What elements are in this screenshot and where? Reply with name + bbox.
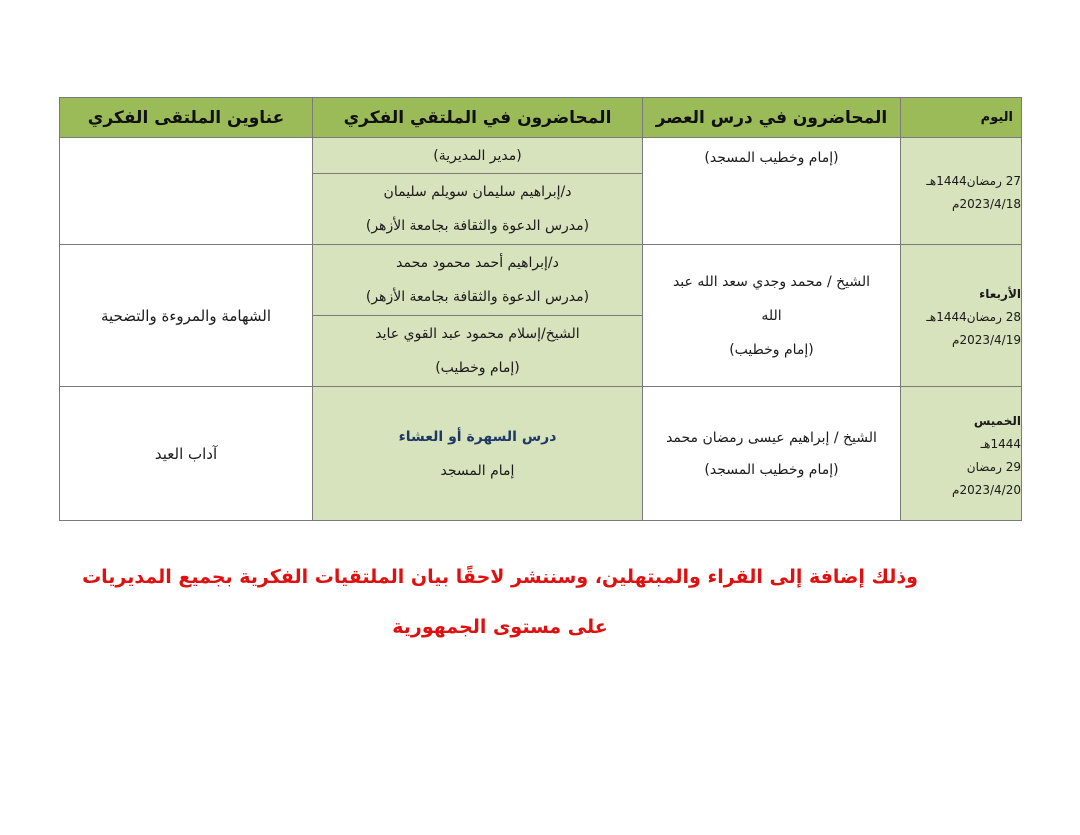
asr-line: الله (761, 307, 782, 324)
lecturer-line: (مدرس الدعوة والثقافة بجامعة الأزهر) (365, 289, 590, 305)
lecturer-cell (313, 316, 643, 387)
asr-line: الشيخ / إبراهيم عيسى رمضان محمد (666, 429, 877, 446)
asr-line: (إمام وخطيب المسجد) (704, 150, 839, 166)
asr-cell (643, 387, 901, 521)
lecturer-line: (إمام وخطيب) (435, 360, 520, 376)
header-forum-lecturers: المحاضرون في الملتقي الفكري (313, 98, 643, 138)
day-line: 1444هـ (980, 436, 1021, 451)
day-line: 27 رمضان1444هـ (926, 174, 1021, 188)
footer-note-line-1: وذلك إضافة إلى القراء والمبتهلين، وسننشر لاحقًا بيان الملتقيات الفكرية بجميع المديريات (82, 566, 918, 588)
lecturer-cell (313, 245, 643, 316)
table-header-row (60, 98, 1022, 138)
table-row (60, 245, 1022, 316)
lecturer-line: (مدرس الدعوة والثقافة بجامعة الأزهر) (365, 218, 590, 234)
topic-cell (60, 138, 313, 245)
lecturer-line: د/إبراهيم سليمان سويلم سليمان (383, 184, 572, 200)
lecturer-line: الشيخ/إسلام محمود عبد القوي عايد (375, 326, 580, 342)
day-line: 2023/4/19م (952, 333, 1021, 347)
lecturer-cell (313, 138, 643, 174)
day-name: الأربعاء (979, 287, 1021, 301)
lecturer-cell (313, 174, 643, 245)
day-cell (901, 245, 1022, 387)
day-name: الخميس (973, 413, 1021, 428)
topic-cell: آداب العيد (60, 387, 313, 521)
header-forum-titles: عناوين الملتقى الفكري (60, 98, 313, 138)
night-lesson-title: درس السهرة أو العشاء (398, 428, 557, 445)
table-row (60, 387, 1022, 521)
table-row (60, 138, 1022, 174)
header-day: اليوم (901, 98, 1022, 138)
day-line: 2023/4/18م (952, 197, 1021, 211)
lecturer-line: (مدير المديرية) (433, 147, 522, 164)
asr-line: (إمام وخطيب) (729, 341, 814, 358)
day-cell (901, 138, 1022, 245)
lecturer-line: إمام المسجد (440, 462, 515, 479)
lecturer-cell (313, 387, 643, 521)
day-line: 29 رمضان (966, 459, 1021, 474)
asr-line: (إمام وخطيب المسجد) (704, 461, 839, 478)
day-line: 2023/4/20م (952, 482, 1021, 497)
day-cell (901, 387, 1022, 521)
asr-cell (643, 138, 901, 245)
day-line: 28 رمضان1444هـ (926, 310, 1021, 324)
asr-cell (643, 245, 901, 387)
footer-note-line-2: على مستوى الجمهورية (392, 616, 608, 638)
lecturer-line: د/إبراهيم أحمد محمود محمد (396, 255, 559, 271)
topic-cell: الشهامة والمروءة والتضحية (60, 245, 313, 387)
schedule-table (59, 97, 1022, 521)
header-asr-lecturers: المحاضرون في درس العصر (643, 98, 901, 138)
asr-line: الشيخ / محمد وجدي سعد الله عبد (672, 273, 871, 290)
